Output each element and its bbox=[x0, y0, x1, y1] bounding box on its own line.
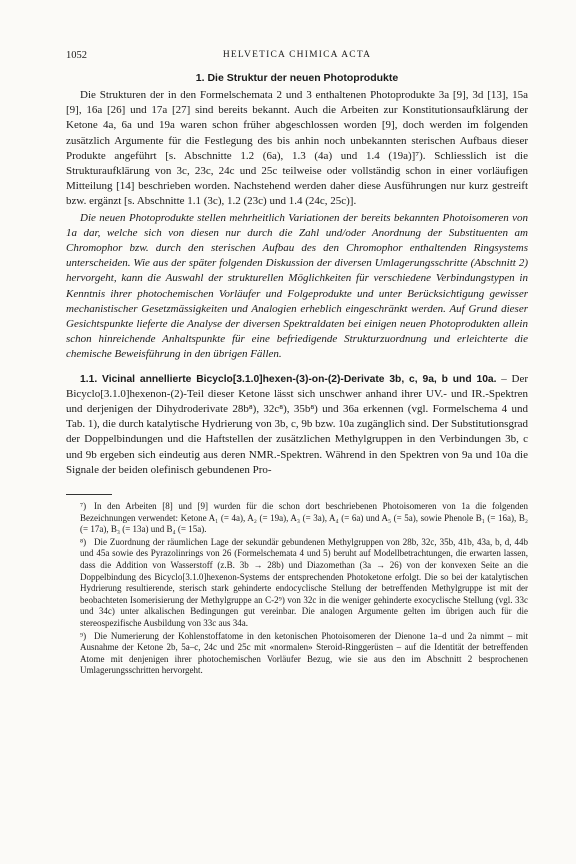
section-title: 1. Die Struktur der neuen Photoprodukte bbox=[195, 72, 399, 84]
body-paragraph-2-italic: Die neuen Photoprodukte stellen mehrheitlich Variationen der bereits bekannten Photoisomeren von 1a dar, welche sich von diesen nur durch die Zahl und/oder Anordnung der Substituenten am Chromophor bzw. durch den sterischen Aufbau des den Chromophor enthaltenden Ringsystems unterscheiden. Wie aus der später folgenden Diskussion der diversen Umlagerungsschritte (Abschnitt 2) hervorgeht, kann die Auswahl der strukturellen Möglichkeiten für verschiedene Verbindungstypen in Kenntnis ihrer photochemischen Vorläufer und Folgeprodukte und unter Berücksichtigung gewisser mechanistischer Gesetzmässigkeiten und Analogien erheblich eingeschränkt werden. Auf Grund dieser Gesichtspunkte lieferte die Analyse der diversen Spektraldaten bei einigen neuen Photoprodukten allein schon hinreichende Anhaltspunkte für eine befriedigende Strukturzuordnung und erleichterte die chemische Beweisführung in den übrigen Fällen. bbox=[66, 211, 528, 361]
running-header bbox=[66, 50, 528, 64]
footnotes bbox=[66, 501, 528, 677]
footnote-text: In den Arbeiten [8] und [9] wurden für die schon dort beschriebenen Photoisomeren von 1a die folgenden Bezeichnungen verwendet: Ketone A₁ (= 4a), A₂ (= 19a), A₃ (= 3a), A₄ (= 6a) und A₅ (= 5a), sowie Phenole B₁ (= 16a), B₂ (= 17a), B₃ (= 13a) und B₄ (= 15a). bbox=[80, 501, 528, 535]
footnote-7 bbox=[66, 501, 528, 536]
footnote-8 bbox=[66, 537, 528, 630]
footnote-divider bbox=[66, 494, 112, 495]
footnote-text: Die Numerierung der Kohlenstoffatome in den ketonischen Photoisomeren der Dienone 1a–d und 2a nimmt – mit Ausnahme der Ketone 2b, 5a–c, 24c und 25c mit «normalen» Steroid-Ringgerüsten – auf die Identität der betreffenden Atome mit denjenigen ihrer photochemischen Vorläufer Bezug, wie sie aus den im Abschnitt 2 besprochenen Umlagerungsschritten hervorgeht. bbox=[80, 630, 528, 676]
subsection-paragraph bbox=[66, 372, 528, 478]
page-number: 1052 bbox=[66, 50, 87, 61]
footnote-mark: ⁷) bbox=[80, 501, 87, 512]
footnote-mark: ⁹) bbox=[80, 630, 87, 641]
footnote-mark: ⁸) bbox=[80, 536, 87, 547]
journal-title: HELVETICA CHIMICA ACTA bbox=[222, 50, 372, 60]
body-paragraph-3: – Der Bicyclo[3.1.0]hexenon-(2)-Teil dieser Ketone lässt sich unschwer anhand ihrer UV.- und IR.-Spektren und derjenigen der Dihydroderivate 28b⁸), 32c⁸), 35b⁸) und 36a erkennen (vgl. Formelschema 4 und Tab. 1), die durch katalytische Hydrierung von 3b, c, 9b bzw. 10a zugänglich sind. Der Substitutionsgrad der Doppelbindungen und die Haftstellen der zusätzlichen Methylgruppen in den Verbindungen 3b, c und 9b ergeben sich eindeutig aus deren NMR.-Spektren. Während in den Spektren von 9a und 10a die Signale der beiden olefinisch gebundenen Pro- bbox=[66, 372, 528, 476]
document-page bbox=[66, 50, 528, 678]
footnote-text: Die Zuordnung der räumlichen Lage der sekundär gebundenen Methylgruppen von 28b, 32c, 35b, 41b, 43a, b, d, 44b und 45a sowie des Pyrazolinrings von 26 (Formelschemata 4 und 5) beruht auf Modellbetrachtungen, die erwarten lassen, dass die Addition von Wasserstoff (z.B. 3b → 28b) und Diazomethan (3a → 26) von der konvexen Seite an die Doppelbindung des Bicyclo[3.1.0]hexenon-Systems der entsprechenden Photoketone erfolgt. Die so bei der katalytischen Hydrierung resultierende, sterisch stark gehinderte endocyclische Stellung der betreffenden Methylgruppe ist mit der beobachteten Isomerisierung der Methylgruppe an C-2⁹) von 32c in die weniger gehinderte exocyclische Stellung (vgl. 33c und 34c) unter alkalischen Bedingungen gut vereinbar. Die analogen Argumente gelten im übrigen auch für die stereospezifische Ausbildung von 33c aus 34a. bbox=[80, 536, 528, 629]
body-paragraph-1: Die Strukturen der in den Formelschemata 2 und 3 enthaltenen Photoprodukte 3a [9], 3d [13], 15a [9], 16a [26] und 17a [27] sind bereits bekannt. Auch die Arbeiten zur Konstitutionsaufklärung der Ketone 4a, 6a und 19a waren schon früher abgeschlossen worden [9], doch werden im folgenden zusätzlich Argumente für die Festlegung des bis anhin noch unbekannten sterischen Aufbaus dieser Produkte angeführt [s. Abschnitte 1.2 (6a), 1.3 (4a) und 1.4 (19a)]⁷). Schliesslich ist die Strukturaufklärung von 3c, 23c, 24c und 25c teilweise oder vollständig schon in einer vorläufigen Mitteilung [14] beschrieben worden. Nachstehend werden daher diese Ausführungen nur kurz gestreift bzw. ergänzt [s. Abschnitte 1.1 (3c), 1.2 (23c) und 1.4 (24c, 25c)]. bbox=[66, 89, 528, 208]
subsection-title: 1.1. Vicinal annellierte Bicyclo[3.1.0]hexen-(3)-on-(2)-Derivate 3b, c, 9a, b und 10a. bbox=[80, 373, 497, 385]
footnote-9 bbox=[66, 631, 528, 677]
